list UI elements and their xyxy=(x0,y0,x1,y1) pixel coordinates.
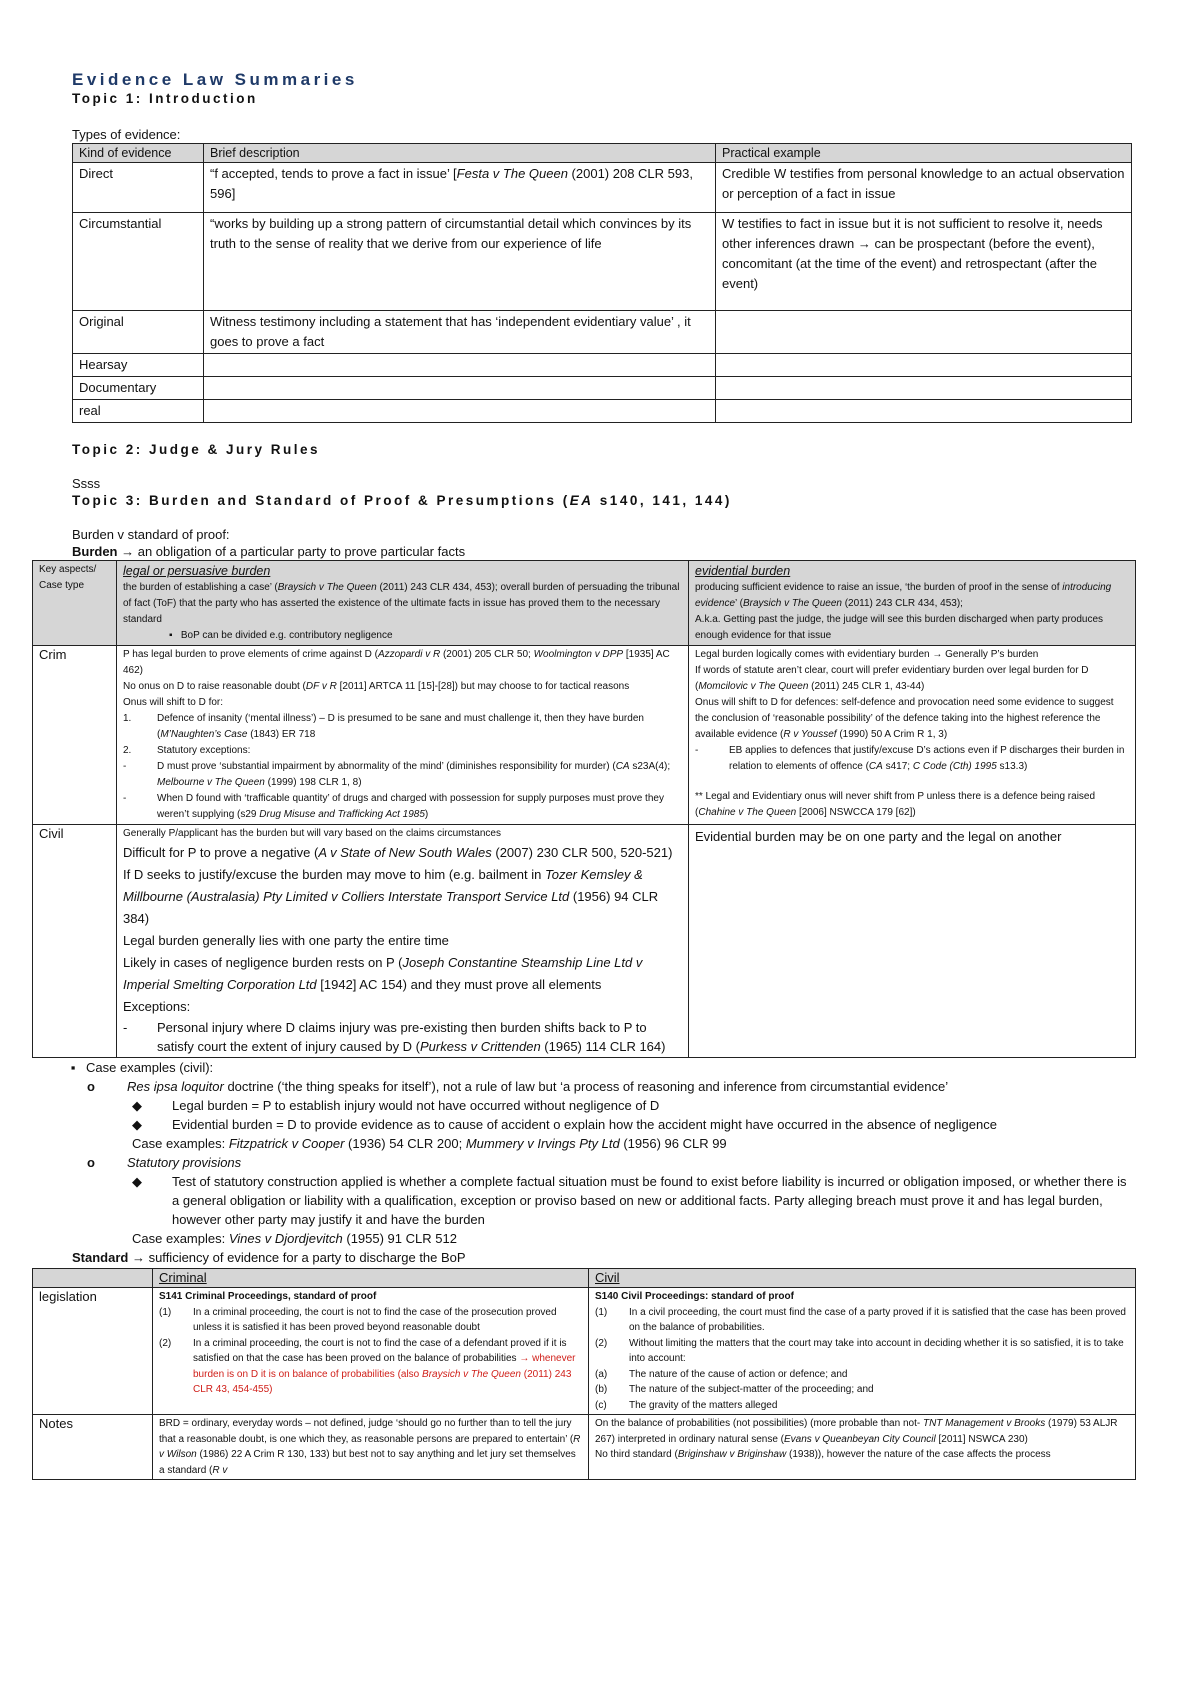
legislation-row xyxy=(33,1288,1136,1415)
document-title: Evidence Law Summaries xyxy=(72,70,358,89)
diamond-bullet-icon: ◆ xyxy=(132,1098,142,1113)
circle-bullet-icon: o xyxy=(87,1079,95,1094)
civil-evidential-cell: Evidential burden may be on one party and the legal on another xyxy=(689,825,1136,1058)
table-row xyxy=(73,400,1132,423)
criminal-notes-cell: BRD = ordinary, everyday words – not defined, judge ‘should go no further than to tell the jury that a reasonable doubt, is one which they, as reasonable persons are prepared to entertain’ (R v Wilson (1986) 22 A Crim R 130, 133) but best not to say anything and let jury set themselves a standard (R v xyxy=(153,1415,589,1480)
burden-definition: Burden → an obligation of a particular party to prove particular facts xyxy=(72,544,466,559)
civil-label: Civil xyxy=(33,825,117,1058)
example-cell: W testifies to fact in issue but it is not sufficient to resolve it, needs other inferences drawn → can be prospectant (before the event), concomitant (at the time of the event) and retrospectant (after the event) xyxy=(716,213,1132,311)
example-cell xyxy=(716,311,1132,354)
case-examples-list: ▪ Case examples (civil): o Res ipsa loquitor doctrine (‘the thing speaks for itself’), not a rule of law but ‘a process of reasoning and inference from circumstantial evidence’ ◆ Legal burden = P to establish injury would not have occurred without negligence of D ◆ Evidential burden = D to provide evidence as to cause of accident o explain how the accident might have occurred in the absence of negligence Case examples: Fitzpatrick v Cooper (1936) 54 CLR 200; Mummery v Irvings Pty Ltd (1956) 96 CLR 99 o Statutory provisions ◆ Test of statutory construction applied is whether a complete factual situation must be found to exist before liability is incurred or obligation imposed, or whether there is a general obligation or liability with a qualification, exception or proviso based on new or additional facts. Party alleging breach must prove it and has legal burden, however other party may justify it and have the burden Case examples: Vines v Djordjevitch (1955) 91 CLR 512 xyxy=(72,1058,1132,1248)
kind-cell: Documentary xyxy=(73,377,204,400)
evidence-types-table xyxy=(72,143,1132,423)
col-header: Practical example xyxy=(716,144,1132,163)
table-row xyxy=(73,377,1132,400)
topic1-heading: Topic 1: Introduction xyxy=(72,91,258,106)
example-cell xyxy=(716,377,1132,400)
col-header: Brief description xyxy=(204,144,716,163)
kind-cell: real xyxy=(73,400,204,423)
document-page xyxy=(39,70,1132,1480)
evidential-burden-header: evidential burden producing sufficient evidence to raise an issue, ‘the burden of proof in the sense of introducing evidence’ (Braysich v The Queen (2011) 243 CLR 434, 453); A.k.a. Getting past the judge, the judge will see this burden discharged when party produces enough evidence for that issue xyxy=(689,561,1136,646)
kind-cell: Direct xyxy=(73,163,204,213)
desc-cell: “works by building up a strong pattern of circumstantial detail which convinces by its truth to the sense of reality that we derive from our experience of life xyxy=(204,213,716,311)
legal-burden-header: legal or persuasive burden the burden of establishing a case’ (Braysich v The Queen (2011) 243 CLR 434, 453); overall burden of persuading the tribunal of fact (ToF) that the party who has asserted the existence of the ultimate facts in issue has proved them to the necessary standard ▪ BoP can be divided e.g. contributory negligence xyxy=(117,561,689,646)
burden-table xyxy=(32,560,1136,1058)
civil-legislation-cell: S140 Civil Proceedings: standard of proof (1) In a civil proceeding, the court must find the case of a party proved if it is satisfied that the case has been proved on the balance of probabilities. (2) Without limiting the matters that the court may take into account in deciding whether it is so satisfied, it is to take into account: (a) The nature of the cause of action or defence; and (b) The nature of the subject-matter of the proceeding; and (c) The gravity of the matters alleged xyxy=(589,1288,1136,1415)
standard-table xyxy=(32,1268,1136,1480)
diamond-bullet-icon: ◆ xyxy=(132,1117,142,1132)
crim-evidential-cell: Legal burden logically comes with evidentiary burden → Generally P’s burden If words of statute aren’t clear, court will prefer evidentiary burden over legal burden for D (Momcilovic v The Queen (2011) 245 CLR 1, 43-44) Onus will shift to D for defences: self-defence and provocation need some evidence to suggest the conclusion of ‘reasonable possibility’ of the defence taking into the highest reference the available evidence (R v Youssef (1990) 50 A Crim R 1, 3) - EB applies to defences that justify/excuse D’s actions even if P discharges their burden in relation to elements of offence (CA s417; C Code (Cth) 1995 s13.3) ** Legal and Evidentiary onus will never shift from P unless there is a defence being raised (Chahine v The Queen [2006] NSWCCA 179 [62]) xyxy=(689,646,1136,825)
kind-cell: Hearsay xyxy=(73,354,204,377)
desc-cell: “f accepted, tends to prove a fact in issue’ [Festa v The Queen (2001) 208 CLR 593, 596] xyxy=(204,163,716,213)
desc-cell xyxy=(204,377,716,400)
desc-cell xyxy=(204,400,716,423)
bullet-icon: ▪ xyxy=(169,630,173,641)
table-header-row xyxy=(33,561,1136,646)
civil-header: Civil xyxy=(589,1269,1136,1288)
example-cell xyxy=(716,354,1132,377)
square-bullet-icon: ▪ xyxy=(70,1060,76,1075)
crim-row xyxy=(33,646,1136,825)
topic2-body: Ssss xyxy=(72,476,101,491)
crim-label: Crim xyxy=(33,646,117,825)
col-header: Kind of evidence xyxy=(73,144,204,163)
notes-label: Notes xyxy=(33,1415,153,1480)
table-header-row xyxy=(73,144,1132,163)
legislation-label: legislation xyxy=(33,1288,153,1415)
kind-cell: Circumstantial xyxy=(73,213,204,311)
table-row xyxy=(73,311,1132,354)
example-cell: Credible W testifies from personal knowledge to an actual observation or perception of a fact in issue xyxy=(716,163,1132,213)
table-row xyxy=(73,163,1132,213)
circle-bullet-icon: o xyxy=(87,1155,95,1170)
crim-legal-cell: P has legal burden to prove elements of crime against D (Azzopardi v R (2001) 205 CLR 50; Woolmington v DPP [1935] AC 462) No onus on D to raise reasonable doubt (DF v R [2011] ARTCA 11 [15]-[28]) but may choose to for tactical reasons Onus will shift to D for: 1. Defence of insanity (‘mental illness’) – D is presumed to be sane and must challenge it, then they have burden (M’Naughten’s Case (1843) ER 718 2. Statutory exceptions: - D must prove ‘substantial impairment by abnormality of the mind’ (diminishes responsibility for murder) (CA s23A(4); Melbourne v The Queen (1999) 198 CLR 1, 8) - When D found with ‘trafficable quantity’ of drugs and charged with possession for supply purposes must prove they weren’t supplying (s29 Drug Misuse and Trafficking Act 1985) xyxy=(117,646,689,825)
table-header-row xyxy=(33,1269,1136,1288)
criminal-legislation-cell: S141 Criminal Proceedings, standard of proof (1) In a criminal proceeding, the court is not to find the case of the prosecution proved unless it is satisfied it has been proved beyond reasonable doubt (2) In a criminal proceeding, the court is not to find the case of a defendant proved if it is satisfied on that the case has been proved on the balance of probabilities → whenever burden is on D it is on balance of probabilities (also Braysich v The Queen (2011) 243 CLR 43, 454-455) xyxy=(153,1288,589,1415)
civil-row xyxy=(33,825,1136,1058)
standard-definition: Standard → sufficiency of evidence for a party to discharge the BoP xyxy=(72,1250,466,1265)
diamond-bullet-icon: ◆ xyxy=(132,1174,142,1189)
burden-v-standard: Burden v standard of proof: xyxy=(72,527,230,542)
table-row xyxy=(73,213,1132,311)
key-aspects-header: Key aspects/ Case type xyxy=(33,561,117,646)
topic3-heading: Topic 3: Burden and Standard of Proof & Presumptions (EA s140, 141, 144) xyxy=(72,493,732,508)
criminal-header: Criminal xyxy=(153,1269,589,1288)
notes-row xyxy=(33,1415,1136,1480)
example-cell xyxy=(716,400,1132,423)
civil-legal-cell: Generally P/applicant has the burden but will vary based on the claims circumstances Difficult for P to prove a negative (A v State of New South Wales (2007) 230 CLR 500, 520-521) If D seeks to justify/excuse the burden may move to him (e.g. bailment in Tozer Kemsley & Millbourne (Australasia) Pty Limited v Colliers Interstate Transport Service Ltd (1956) 94 CLR 384) Legal burden generally lies with one party the entire time Likely in cases of negligence burden rests on P (Joseph Constantine Steamship Line Ltd v Imperial Smelting Corporation Ltd [1942] AC 154) and they must prove all elements Exceptions: - Personal injury where D claims injury was pre-existing then burden shifts back to P to satisfy court the extent of injury caused by D (Purkess v Crittenden (1965) 114 CLR 164) xyxy=(117,825,689,1058)
types-label: Types of evidence: xyxy=(72,127,181,142)
desc-cell: Witness testimony including a statement that has ‘independent evidentiary value’ , it goes to prove a fact xyxy=(204,311,716,354)
kind-cell: Original xyxy=(73,311,204,354)
table-row xyxy=(73,354,1132,377)
desc-cell xyxy=(204,354,716,377)
topic2-heading: Topic 2: Judge & Jury Rules xyxy=(72,442,321,457)
civil-notes-cell: On the balance of probabilities (not possibilities) (more probable than not- TNT Management v Brooks (1979) 53 ALJR 267) interpreted in ordinary natural sense (Evans v Queanbeyan City Council [2011] NSWCA 230) No third standard (Briginshaw v Briginshaw (1938)), however the nature of the case affects the process xyxy=(589,1415,1136,1480)
